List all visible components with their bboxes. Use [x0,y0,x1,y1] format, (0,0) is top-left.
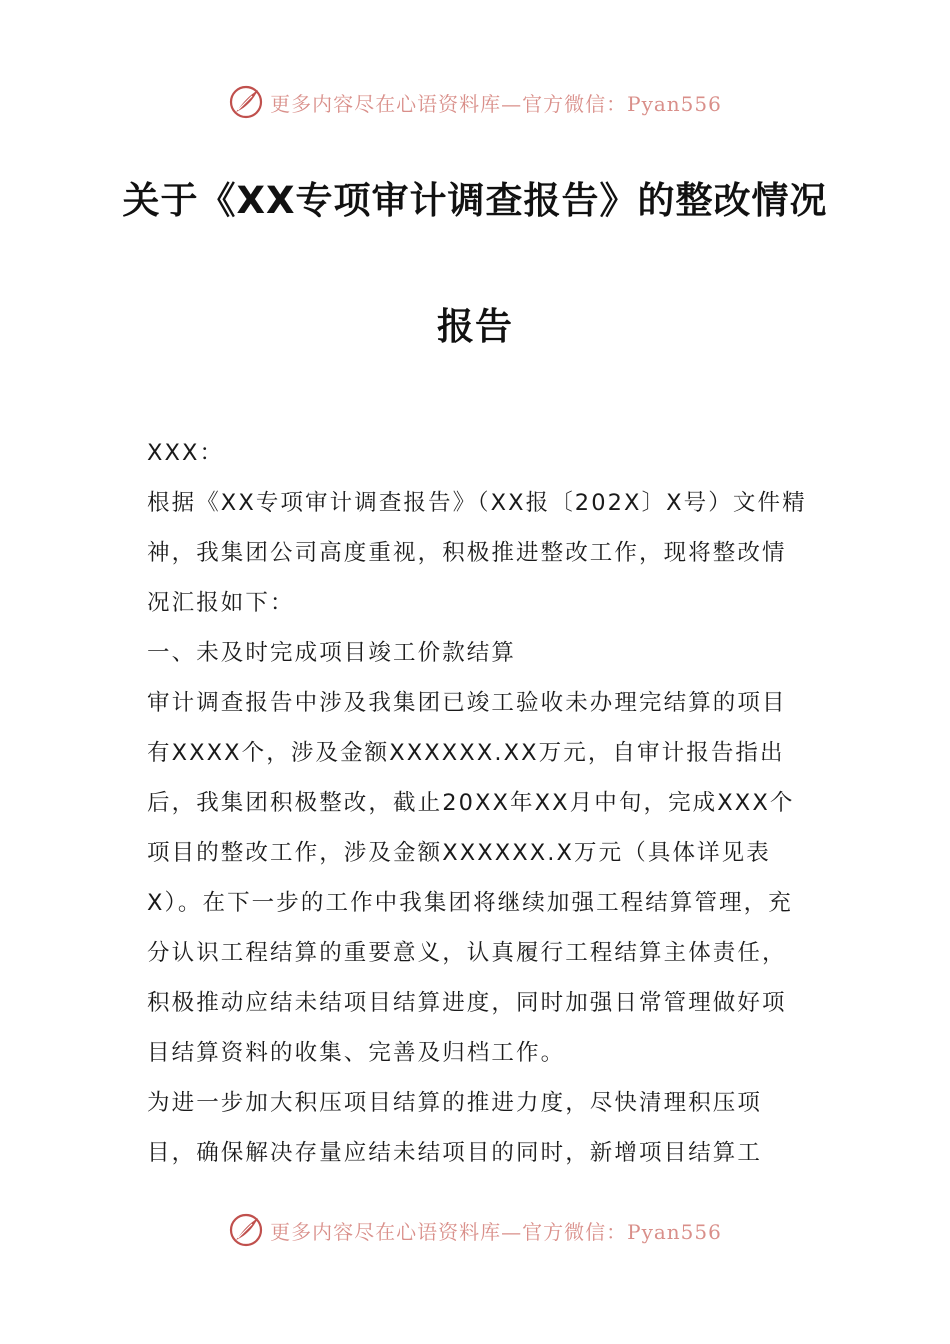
document-title-line2: 报告 [437,305,513,348]
paragraph: 根据《XX专项审计调查报告》（XX报〔202X〕X号）文件精神，我集团公司高度重视，积极推进整改工作，现将整改情况汇报如下： [147,490,807,616]
watermark-text: 更多内容尽在心语资料库—官方微信：Pyan556 [270,1219,722,1244]
paragraph: 为进一步加大积压项目结算的推进力度，尽快清理积压项目，确保解决存量应结未结项目的同时，新增项目结算工 [147,1090,763,1166]
watermark-text: 更多内容尽在心语资料库—官方微信：Pyan556 [270,91,722,116]
salutation: XXX： [147,440,225,466]
paragraph: 审计调查报告中涉及我集团已竣工验收未办理完结算的项目有XXXX个，涉及金额XXXXXX.XX万元，自审计报告指出后，我集团积极整改，截止20XX年XX月中旬，完成XXX个项目的整改工作，涉及金额XXXXXX.X万元（具体详见表X）。在下一步的工作中我集团将继续加强工程结算管理，充分认识工程结算的重要意义，认真履行工程结算主体责任，积极推动应结未结项目结算进度，同时加强日常管理做好项目结算资料的收集、完善及归档工作。 [147,690,795,1066]
watermark-header [0,82,950,122]
feather-pen-logo-icon [228,1212,264,1248]
section-heading: 一、未及时完成项目竣工价款结算 [147,640,517,666]
document-title-line1: 关于《XX专项审计调查报告》的整改情况 [122,179,828,222]
watermark-footer [0,1210,950,1250]
feather-pen-logo-icon [228,84,264,120]
document-body [147,428,807,1178]
